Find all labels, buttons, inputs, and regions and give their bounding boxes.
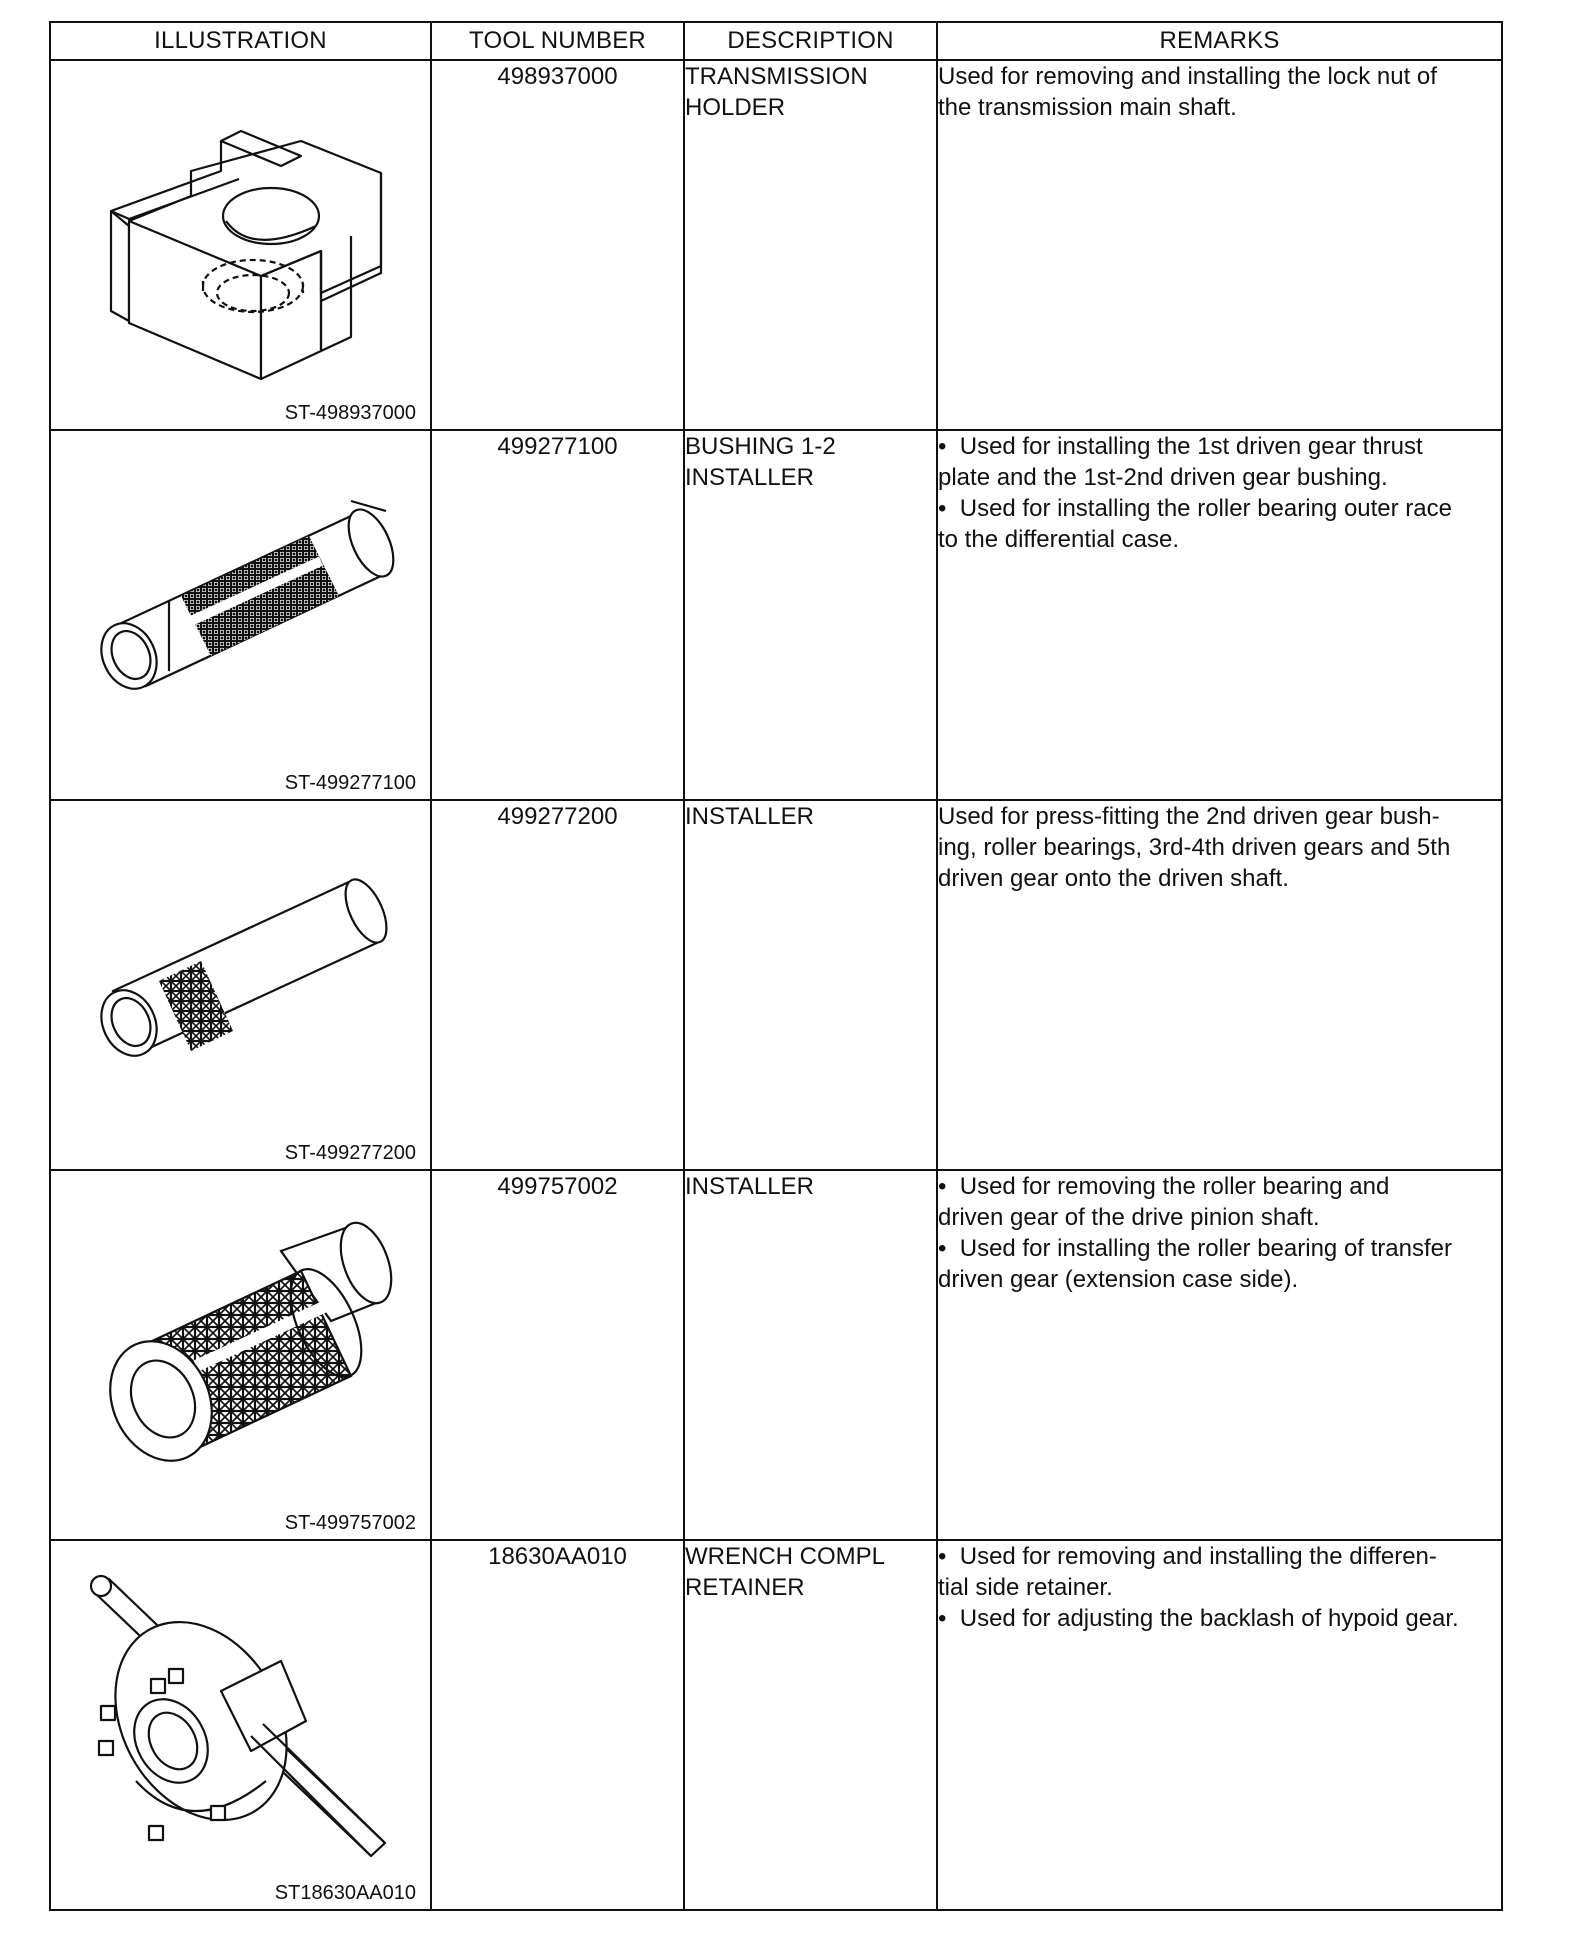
tool-number: 499277100 bbox=[431, 430, 684, 800]
wrench-retainer-icon bbox=[51, 1541, 429, 1871]
description bbox=[684, 430, 937, 800]
description-line: BUSHING 1-2 bbox=[685, 433, 836, 460]
illustration-cell bbox=[50, 800, 431, 1170]
remarks-line: • Used for removing and installing the differen- bbox=[938, 1543, 1437, 1570]
illustration-code: ST-499757002 bbox=[284, 1512, 416, 1534]
header-description: DESCRIPTION bbox=[684, 22, 937, 60]
illustration-code: ST-499277100 bbox=[284, 772, 416, 794]
bushing-installer-icon bbox=[51, 431, 429, 761]
description bbox=[684, 60, 937, 430]
tool-number: 499757002 bbox=[431, 1170, 684, 1540]
description-line: HOLDER bbox=[685, 94, 786, 121]
illustration-cell bbox=[50, 430, 431, 800]
table-row bbox=[50, 1540, 1502, 1910]
installer-tube-icon bbox=[51, 801, 429, 1131]
remarks-line: • Used for installing the roller bearing of transfer bbox=[938, 1235, 1452, 1262]
description-line: INSTALLER bbox=[685, 1173, 814, 1200]
header-tool-number: TOOL NUMBER bbox=[431, 22, 684, 60]
description-line: INSTALLER bbox=[685, 803, 814, 830]
illustration-code: ST-499277200 bbox=[284, 1142, 416, 1164]
remarks-line: plate and the 1st-2nd driven gear bushing. bbox=[938, 464, 1388, 491]
remarks-line: • Used for installing the roller bearing outer race bbox=[938, 495, 1452, 522]
tool-number: 498937000 bbox=[431, 60, 684, 430]
description bbox=[684, 1540, 937, 1910]
installer-cylinder-icon bbox=[51, 1171, 429, 1501]
remarks-line: ing, roller bearings, 3rd-4th driven gears and 5th bbox=[938, 834, 1451, 861]
table-row bbox=[50, 1170, 1502, 1540]
remarks bbox=[937, 430, 1502, 800]
illustration-cell bbox=[50, 1170, 431, 1540]
description bbox=[684, 1170, 937, 1540]
table-row bbox=[50, 430, 1502, 800]
tool-number: 499277200 bbox=[431, 800, 684, 1170]
remarks bbox=[937, 1170, 1502, 1540]
special-tools-table bbox=[49, 21, 1503, 1911]
remarks-line: the transmission main shaft. bbox=[938, 94, 1237, 121]
remarks-line: • Used for installing the 1st driven gear thrust bbox=[938, 433, 1423, 460]
description-line: INSTALLER bbox=[685, 464, 814, 491]
remarks-line: • Used for adjusting the backlash of hypoid gear. bbox=[938, 1605, 1459, 1632]
table-row bbox=[50, 800, 1502, 1170]
illustration-cell bbox=[50, 60, 431, 430]
remarks-line: driven gear onto the driven shaft. bbox=[938, 865, 1289, 892]
tool-number: 18630AA010 bbox=[431, 1540, 684, 1910]
transmission-holder-icon bbox=[51, 61, 429, 391]
description-line: WRENCH COMPL bbox=[685, 1543, 886, 1570]
table-row bbox=[50, 60, 1502, 430]
remarks-line: • Used for removing the roller bearing and bbox=[938, 1173, 1390, 1200]
remarks-line: Used for press-fitting the 2nd driven gear bush- bbox=[938, 803, 1440, 830]
header-illustration: ILLUSTRATION bbox=[50, 22, 431, 60]
remarks bbox=[937, 60, 1502, 430]
header-remarks: REMARKS bbox=[937, 22, 1502, 60]
header-row bbox=[50, 22, 1502, 60]
remarks bbox=[937, 800, 1502, 1170]
description bbox=[684, 800, 937, 1170]
illustration-code: ST18630AA010 bbox=[274, 1882, 416, 1904]
remarks-line: to the differential case. bbox=[938, 526, 1180, 553]
illustration-code: ST-498937000 bbox=[284, 402, 416, 424]
remarks-line: tial side retainer. bbox=[938, 1574, 1113, 1601]
remarks bbox=[937, 1540, 1502, 1910]
description-line: RETAINER bbox=[685, 1574, 805, 1601]
remarks-line: driven gear of the drive pinion shaft. bbox=[938, 1204, 1320, 1231]
remarks-line: driven gear (extension case side). bbox=[938, 1266, 1299, 1293]
description-line: TRANSMISSION bbox=[685, 63, 868, 90]
remarks-line: Used for removing and installing the lock nut of bbox=[938, 63, 1437, 90]
illustration-cell bbox=[50, 1540, 431, 1910]
